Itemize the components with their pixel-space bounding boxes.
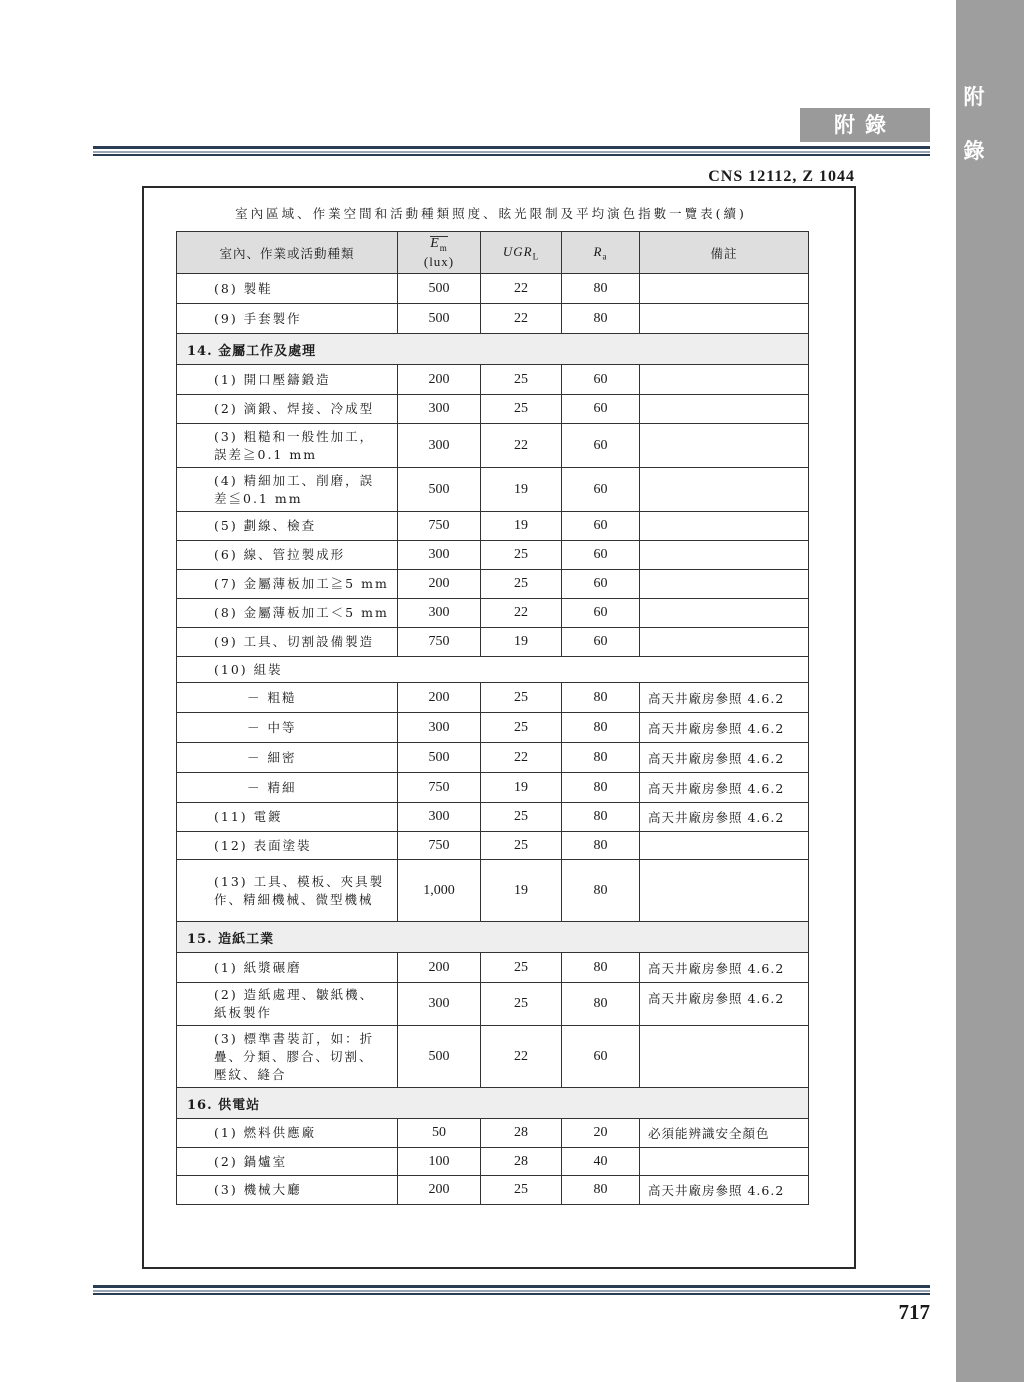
ugr-cell: 22 <box>481 599 562 628</box>
ugr-cell: 25 <box>481 365 562 395</box>
activity-cell: (1) 開口壓鑄鍛造 <box>177 365 398 395</box>
em-cell: 750 <box>398 628 481 657</box>
ugr-cell: 22 <box>481 1026 562 1088</box>
ugr-cell: 19 <box>481 628 562 657</box>
ra-cell: 60 <box>562 541 640 570</box>
em-cell: 50 <box>398 1119 481 1148</box>
table-row <box>177 395 809 424</box>
activity-cell: (8) 金屬薄板加工＜5 mm <box>177 599 398 628</box>
ra-cell: 80 <box>562 983 640 1026</box>
activity-cell: (9) 手套製作 <box>177 304 398 334</box>
ra-cell: 60 <box>562 395 640 424</box>
ugr-cell: 25 <box>481 803 562 832</box>
table-row <box>177 304 809 334</box>
ugr-cell: 25 <box>481 983 562 1026</box>
ugr-cell: 25 <box>481 953 562 983</box>
activity-cell: － 精細 <box>177 773 398 803</box>
section-row <box>177 334 809 365</box>
table-caption: 室內區域、作業空間和活動種類照度、眩光限制及平均演色指數一覽表(續) <box>235 206 747 221</box>
table-row <box>177 832 809 860</box>
em-cell: 300 <box>398 983 481 1026</box>
activity-cell: － 細密 <box>177 743 398 773</box>
ugr-cell: 25 <box>481 832 562 860</box>
remarks-cell: 必須能辨識安全顏色 <box>640 1119 809 1148</box>
activity-cell: (4) 精細加工、削磨，誤差≦0.1 mm <box>177 468 398 512</box>
ra-cell: 60 <box>562 599 640 628</box>
ra-cell: 80 <box>562 683 640 713</box>
activity-cell: (3) 機械大廳 <box>177 1176 398 1205</box>
em-cell: 1,000 <box>398 860 481 922</box>
ra-cell: 60 <box>562 424 640 468</box>
ra-cell: 80 <box>562 304 640 334</box>
remarks-cell <box>640 274 809 304</box>
em-cell: 300 <box>398 713 481 743</box>
ra-cell: 40 <box>562 1148 640 1176</box>
ugr-cell: 25 <box>481 395 562 424</box>
activity-cell: (2) 滴鍛、焊接、冷成型 <box>177 395 398 424</box>
ugr-cell: 22 <box>481 274 562 304</box>
side-label: 附錄 <box>963 84 985 163</box>
table-row <box>177 860 809 922</box>
table-row <box>177 628 809 657</box>
em-cell: 500 <box>398 304 481 334</box>
header-ra: $R_a$ <box>562 232 640 274</box>
table-row <box>177 773 809 803</box>
side-strip <box>956 0 1024 1382</box>
remarks-cell <box>640 424 809 468</box>
ugr-cell: 22 <box>481 304 562 334</box>
remarks-cell <box>640 570 809 599</box>
remarks-cell <box>640 832 809 860</box>
remarks-cell: 高天井廠房參照 4.6.2 <box>640 713 809 743</box>
ra-cell: 60 <box>562 570 640 599</box>
ugr-cell: 19 <box>481 468 562 512</box>
remarks-cell <box>640 468 809 512</box>
activity-cell: (12) 表面塗裝 <box>177 832 398 860</box>
section-row <box>177 1088 809 1119</box>
remarks-cell: 高天井廠房參照 4.6.2 <box>640 1176 809 1205</box>
ugr-cell: 25 <box>481 1176 562 1205</box>
ra-cell: 80 <box>562 274 640 304</box>
illuminance-table <box>176 231 809 1205</box>
ra-cell: 80 <box>562 832 640 860</box>
section-title: 16. 供電站 <box>177 1088 809 1119</box>
em-cell: 500 <box>398 274 481 304</box>
activity-cell: (11) 電鍍 <box>177 803 398 832</box>
section-title: 15. 造紙工業 <box>177 922 809 953</box>
em-cell: 200 <box>398 1176 481 1205</box>
em-cell: 750 <box>398 832 481 860</box>
remarks-cell <box>640 512 809 541</box>
remarks-cell <box>640 304 809 334</box>
table-header-row <box>177 232 809 274</box>
table-row <box>177 274 809 304</box>
ugr-cell: 22 <box>481 743 562 773</box>
ra-cell: 20 <box>562 1119 640 1148</box>
em-cell: 300 <box>398 541 481 570</box>
ugr-cell: 19 <box>481 860 562 922</box>
activity-cell: (5) 劃線、檢查 <box>177 512 398 541</box>
ugr-cell: 25 <box>481 713 562 743</box>
remarks-cell: 高天井廠房參照 4.6.2 <box>640 683 809 713</box>
assembly-title: (10) 組裝 <box>177 657 809 683</box>
em-cell: 750 <box>398 512 481 541</box>
activity-cell: (7) 金屬薄板加工≧5 mm <box>177 570 398 599</box>
activity-cell: (2) 鍋爐室 <box>177 1148 398 1176</box>
em-cell: 750 <box>398 773 481 803</box>
ra-cell: 80 <box>562 1176 640 1205</box>
table-row <box>177 983 809 1026</box>
ra-cell: 60 <box>562 628 640 657</box>
table-row <box>177 713 809 743</box>
remarks-cell <box>640 1148 809 1176</box>
remarks-cell <box>640 1026 809 1088</box>
ra-cell: 80 <box>562 773 640 803</box>
table-row <box>177 570 809 599</box>
ra-cell: 80 <box>562 743 640 773</box>
table-row <box>177 1026 809 1088</box>
ugr-cell: 28 <box>481 1148 562 1176</box>
header-ugr: $UGR_L$ <box>481 232 562 274</box>
activity-cell: (3) 標準書裝訂，如：折疊、分類、膠合、切割、壓紋、縫合 <box>177 1026 398 1088</box>
ra-cell: 80 <box>562 713 640 743</box>
ugr-cell: 22 <box>481 424 562 468</box>
activity-cell: (1) 紙漿碾磨 <box>177 953 398 983</box>
table-row <box>177 365 809 395</box>
page-number: 717 <box>898 1300 930 1324</box>
remarks-cell: 高天井廠房參照 4.6.2 <box>640 773 809 803</box>
em-cell: 500 <box>398 468 481 512</box>
ra-cell: 60 <box>562 468 640 512</box>
document-code: CNS 12112, Z 1044 <box>708 168 855 185</box>
ugr-cell: 19 <box>481 773 562 803</box>
ugr-cell: 25 <box>481 570 562 599</box>
remarks-cell: 高天井廠房參照 4.6.2 <box>640 743 809 773</box>
remarks-cell: 高天井廠房參照 4.6.2 <box>640 953 809 983</box>
activity-cell: (3) 粗糙和一般性加工，誤差≧0.1 mm <box>177 424 398 468</box>
ra-cell: 60 <box>562 512 640 541</box>
table-row <box>177 1176 809 1205</box>
header-em: $E_m$ (lux) <box>398 232 481 274</box>
em-cell: 300 <box>398 803 481 832</box>
em-cell: 300 <box>398 424 481 468</box>
em-cell: 200 <box>398 953 481 983</box>
activity-cell: (1) 燃料供應廠 <box>177 1119 398 1148</box>
ra-cell: 80 <box>562 803 640 832</box>
ugr-cell: 25 <box>481 683 562 713</box>
remarks-cell <box>640 599 809 628</box>
ra-cell: 80 <box>562 860 640 922</box>
table-row <box>177 424 809 468</box>
remarks-cell <box>640 628 809 657</box>
header-activity: 室內、作業或活動種類 <box>177 232 398 274</box>
activity-cell: (6) 線、管拉製成形 <box>177 541 398 570</box>
activity-cell: － 中等 <box>177 713 398 743</box>
ugr-cell: 19 <box>481 512 562 541</box>
table-row <box>177 657 809 683</box>
em-cell: 500 <box>398 1026 481 1088</box>
remarks-cell <box>640 395 809 424</box>
table-row <box>177 953 809 983</box>
ugr-cell: 25 <box>481 541 562 570</box>
em-cell: 200 <box>398 365 481 395</box>
activity-cell: (8) 製鞋 <box>177 274 398 304</box>
header-rule <box>93 146 930 156</box>
header-remarks: 備註 <box>640 232 809 274</box>
activity-cell: (13) 工具、模板、夾具製作、精細機械、微型機械 <box>177 860 398 922</box>
em-cell: 200 <box>398 570 481 599</box>
remarks-cell: 高天井廠房參照 4.6.2 <box>640 803 809 832</box>
table-row <box>177 468 809 512</box>
table-row <box>177 803 809 832</box>
remarks-cell <box>640 860 809 922</box>
activity-cell: － 粗糙 <box>177 683 398 713</box>
remarks-cell <box>640 541 809 570</box>
em-cell: 200 <box>398 683 481 713</box>
remarks-cell: 高天井廠房參照 4.6.2 <box>640 983 809 1026</box>
activity-cell: (9) 工具、切割設備製造 <box>177 628 398 657</box>
ugr-cell: 28 <box>481 1119 562 1148</box>
em-cell: 300 <box>398 599 481 628</box>
table-row <box>177 599 809 628</box>
em-cell: 100 <box>398 1148 481 1176</box>
table-row <box>177 1119 809 1148</box>
table-row <box>177 743 809 773</box>
remarks-cell <box>640 365 809 395</box>
table-row <box>177 683 809 713</box>
table-row <box>177 541 809 570</box>
em-cell: 500 <box>398 743 481 773</box>
em-cell: 300 <box>398 395 481 424</box>
table-row <box>177 1148 809 1176</box>
ra-cell: 60 <box>562 1026 640 1088</box>
activity-cell: (2) 造紙處理、皺紙機、紙板製作 <box>177 983 398 1026</box>
section-row <box>177 922 809 953</box>
appendix-tab: 附錄 <box>800 108 930 142</box>
section-title: 14. 金屬工作及處理 <box>177 334 809 365</box>
ra-cell: 60 <box>562 365 640 395</box>
footer-rule <box>93 1285 930 1295</box>
ra-cell: 80 <box>562 953 640 983</box>
table-row <box>177 512 809 541</box>
